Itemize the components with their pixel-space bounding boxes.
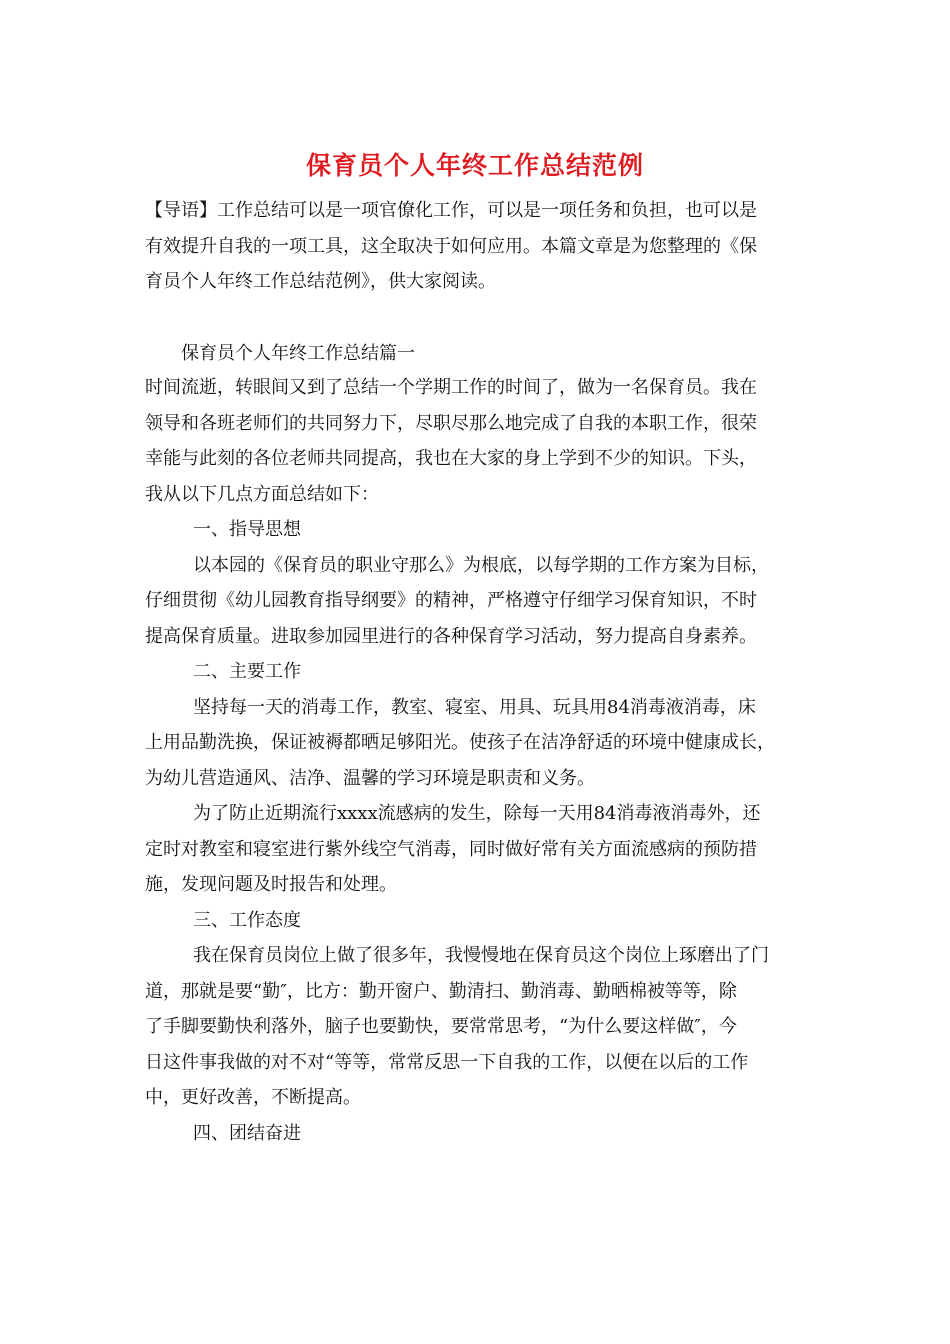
subheading-unity: 四、团结奋进: [193, 1122, 301, 1144]
body-line: 施，发现问题及时报告和处理。: [145, 874, 397, 895]
section-heading: 保育员个人年终工作总结篇一: [181, 343, 415, 364]
document-title: 保育员个人年终工作总结范例: [305, 151, 644, 180]
intro-line: 育员个人年终工作总结范例》，供大家阅读。: [145, 271, 496, 292]
body-line: 中，更好改善，不断提高。: [145, 1087, 361, 1108]
body-line: 幸能与此刻的各位老师共同提高，我也在大家的身上学到不少的知识。下头，: [145, 448, 757, 469]
body-line: 我在保育员岗位上做了很多年，我慢慢地在保育员这个岗位上琢磨出了门: [193, 945, 769, 966]
subheading-work-attitude: 三、工作态度: [193, 909, 301, 931]
intro-line: 【导语】工作总结可以是一项官僚化工作，可以是一项任务和负担，也可以是: [145, 200, 757, 221]
body-line: 定时对教室和寝室进行紫外线空气消毒，同时做好常有关方面流感病的预防措: [145, 838, 757, 860]
body-line: 坚持每一天的消毒工作，教室、寝室、用具、玩具用84消毒液消毒，床: [193, 696, 756, 718]
body-line: 仔细贯彻《幼儿园教育指导纲要》的精神，严格遵守仔细学习保育知识，不时: [145, 590, 757, 611]
body-line: 道，那就是要“勤″，比方：勤开窗户、勤清扫、勤消毒、勤晒棉被等等，除: [145, 980, 737, 1002]
body-line: 以本园的《保育员的职业守那么》为根底，以每学期的工作方案为目标，: [193, 554, 769, 576]
subheading-main-work: 二、主要工作: [193, 661, 301, 682]
body-line: 日这件事我做的对不对“等等，常常反思一下自我的工作，以便在以后的工作: [145, 1051, 749, 1073]
body-line: 上用品勤洗换，保证被褥都晒足够阳光。使孩子在洁净舒适的环境中健康成长，: [145, 732, 775, 753]
intro-line: 有效提升自我的一项工具，这全取决于如何应用。本篇文章是为您整理的《保: [145, 235, 757, 257]
body-line: 提高保育质量。进取参加园里进行的各种保育学习活动，努力提高自身素养。: [145, 625, 757, 647]
body-line: 为幼儿营造通风、洁净、温馨的学习环境是职责和义务。: [145, 767, 595, 789]
body-line: 了手脚要勤快利落外，脑子也要勤快，要常常思考，“为什么要这样做″，今: [145, 1016, 737, 1037]
body-line: 时间流逝，转眼间又到了总结一个学期工作的时间了，做为一名保育员。我在: [145, 377, 757, 398]
intro-paragraph: [145, 193, 817, 300]
section-heading-block: [145, 336, 817, 372]
body-line: 我从以下几点方面总结如下：: [145, 483, 379, 505]
body-text: [145, 370, 817, 1151]
body-line: 为了防止近期流行xxxx流感病的发生，除每一天用84消毒液消毒外，还: [193, 803, 761, 824]
subheading-guiding-thought: 一、指导思想: [193, 519, 301, 540]
body-line: 领导和各班老师们的共同努力下，尽职尽那么地完成了自我的本职工作，很荣: [145, 412, 757, 434]
